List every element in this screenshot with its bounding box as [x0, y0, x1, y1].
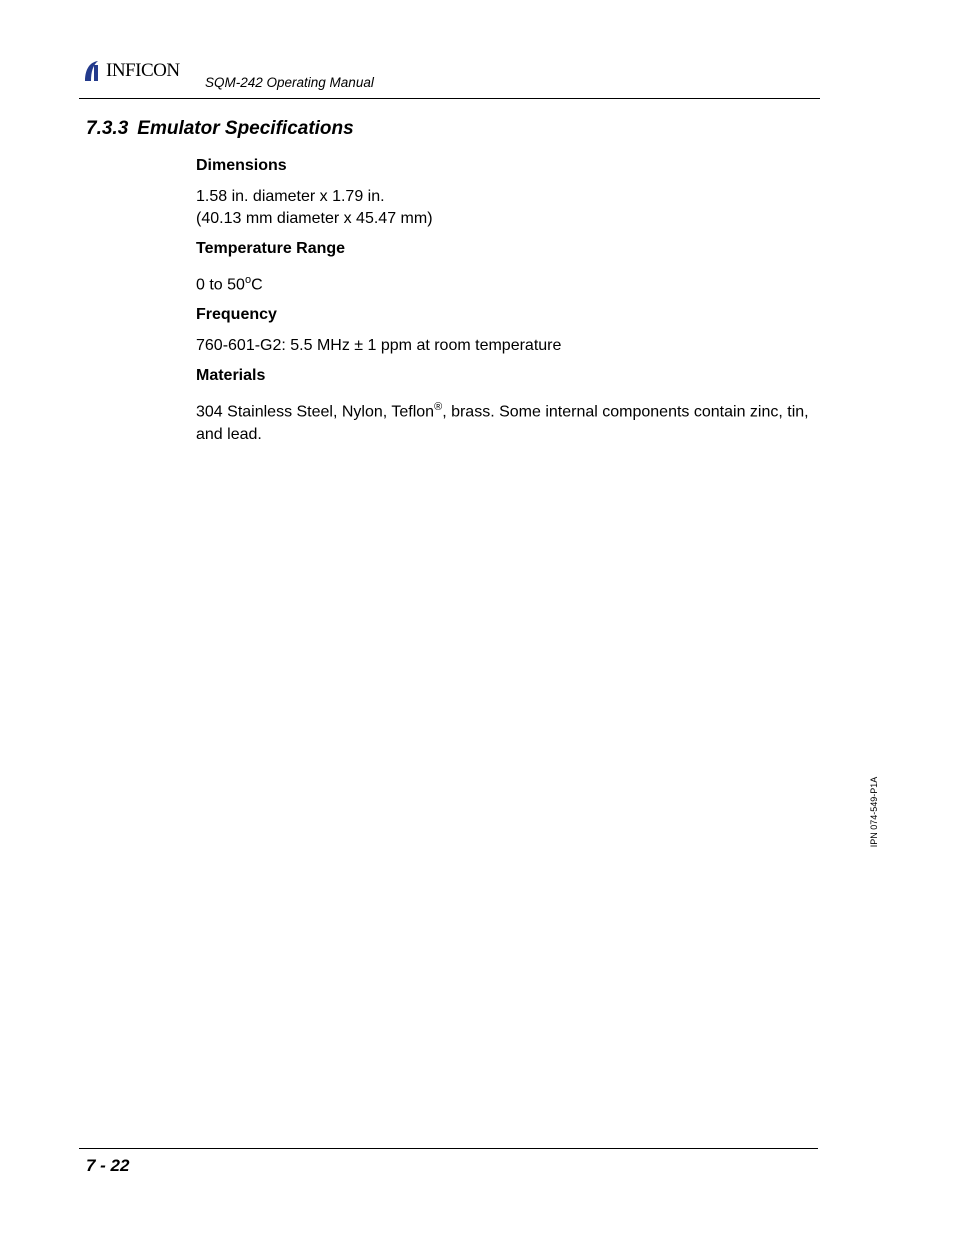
spec-value-materials [196, 396, 821, 445]
spec-label-materials: Materials [196, 367, 266, 385]
materials-text-end: , brass. Some internal components contain zinc, tin, and lead. [196, 403, 809, 443]
temperature-unit: C [251, 276, 263, 294]
registered-mark: ® [434, 401, 443, 414]
materials-text-start: 304 Stainless Steel, Nylon, Teflon [196, 403, 435, 421]
spec-label-temperature: Temperature Range [196, 240, 346, 257]
spec-value-dimensions [196, 186, 821, 230]
manual-title: SQM-242 Operating Manual [205, 75, 374, 90]
ipn-side-note: IPN 074-549-P1A [869, 776, 879, 848]
section-title: Emulator Specifications [137, 118, 354, 139]
degree-symbol: o [244, 274, 252, 286]
page-number: 7 - 22 [86, 1156, 130, 1175]
inficon-logo-icon [82, 59, 104, 83]
inficon-logo [82, 58, 180, 84]
header-rule [79, 98, 820, 99]
spec-content [196, 156, 821, 455]
logo-text: INFICON [106, 60, 180, 81]
dimensions-line-1: 1.58 in. diameter x 1.79 in. [196, 188, 385, 205]
spec-value-temperature [196, 269, 821, 296]
section-number: 7.3.3 [86, 118, 129, 139]
spec-label-frequency: Frequency [196, 306, 277, 324]
footer-rule [79, 1148, 818, 1149]
dimensions-line-2: (40.13 mm diameter x 45.47 mm) [196, 210, 433, 227]
temperature-value: 0 to 50 [196, 276, 245, 294]
spec-label-dimensions: Dimensions [196, 157, 287, 174]
spec-value-frequency: 760-601-G2: 5.5 MHz ± 1 ppm at room temperature [196, 337, 562, 355]
section-heading [86, 118, 354, 140]
